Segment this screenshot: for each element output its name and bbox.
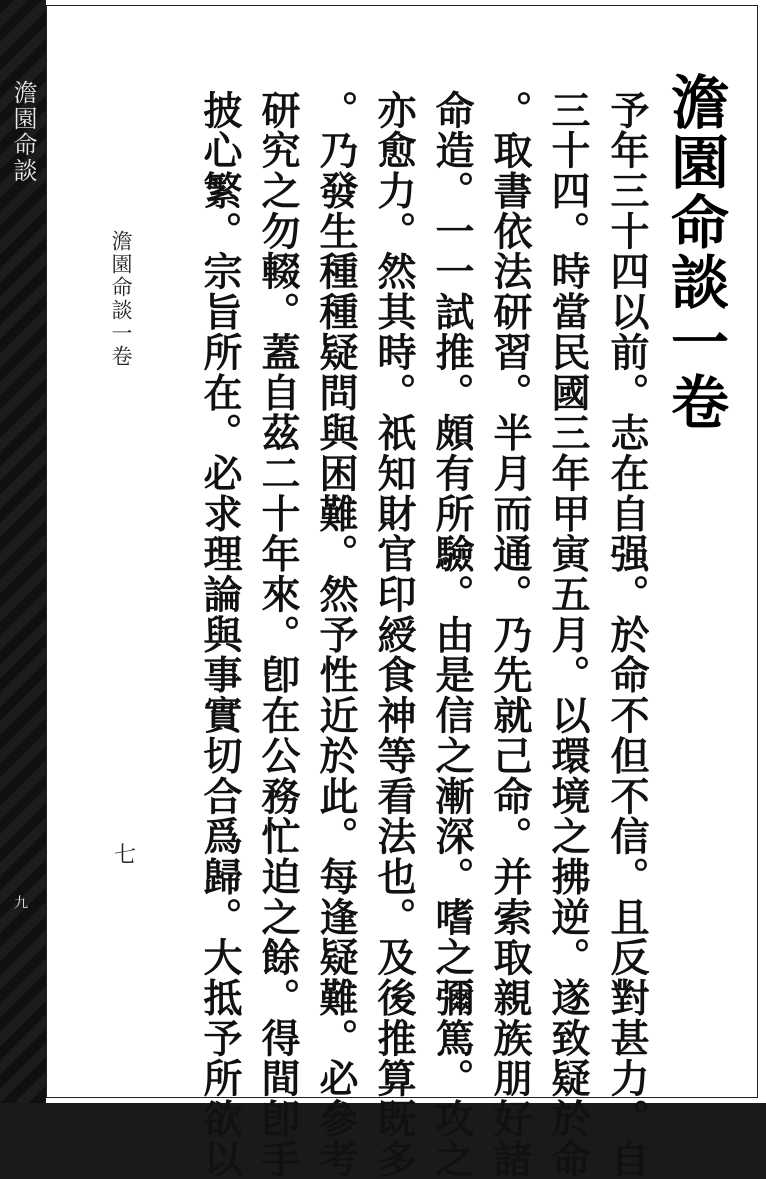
text-column-4: 命造。一一試推。頗有所驗。由是信之漸深。嗜之彌篤。攻之 bbox=[429, 90, 475, 1179]
text-column-2: 三十四。時當民國三年甲寅五月。以環境之拂逆。遂致疑於命 bbox=[545, 90, 591, 1179]
page-folio: 七 bbox=[114, 843, 137, 868]
text-column-3: 。取書依法研習。半月而通。乃先就己命。并索取親族朋好諸 bbox=[487, 90, 533, 1179]
spine-title: 澹園命談 bbox=[9, 80, 37, 184]
spine-page-number: 九 bbox=[12, 895, 28, 909]
text-column-8: 披心繁。宗旨所在。必求理論與事實切合爲歸。大抵予所欲以 bbox=[197, 90, 243, 1179]
text-column-7: 研究之勿輟。蓋自茲二十年來。卽在公務忙迫之餘。得間卽手 bbox=[255, 90, 301, 1179]
text-column-6: 。乃發生種種疑問與困難。然予性近於此。每逢疑難。必參考 bbox=[313, 90, 359, 1179]
running-header: 澹園命談一卷 bbox=[109, 230, 133, 368]
book-spine bbox=[0, 0, 46, 1103]
book-page bbox=[46, 0, 766, 1179]
text-column-5: 亦愈力。然其時。祇知財官印綬食神等看法也。及後推算既多 bbox=[371, 90, 417, 1179]
text-column-1: 予年三十四以前。志在自强。於命不但不信。且反對甚力。自 bbox=[604, 90, 650, 1179]
chapter-title: 澹園命談一卷 bbox=[661, 72, 729, 432]
